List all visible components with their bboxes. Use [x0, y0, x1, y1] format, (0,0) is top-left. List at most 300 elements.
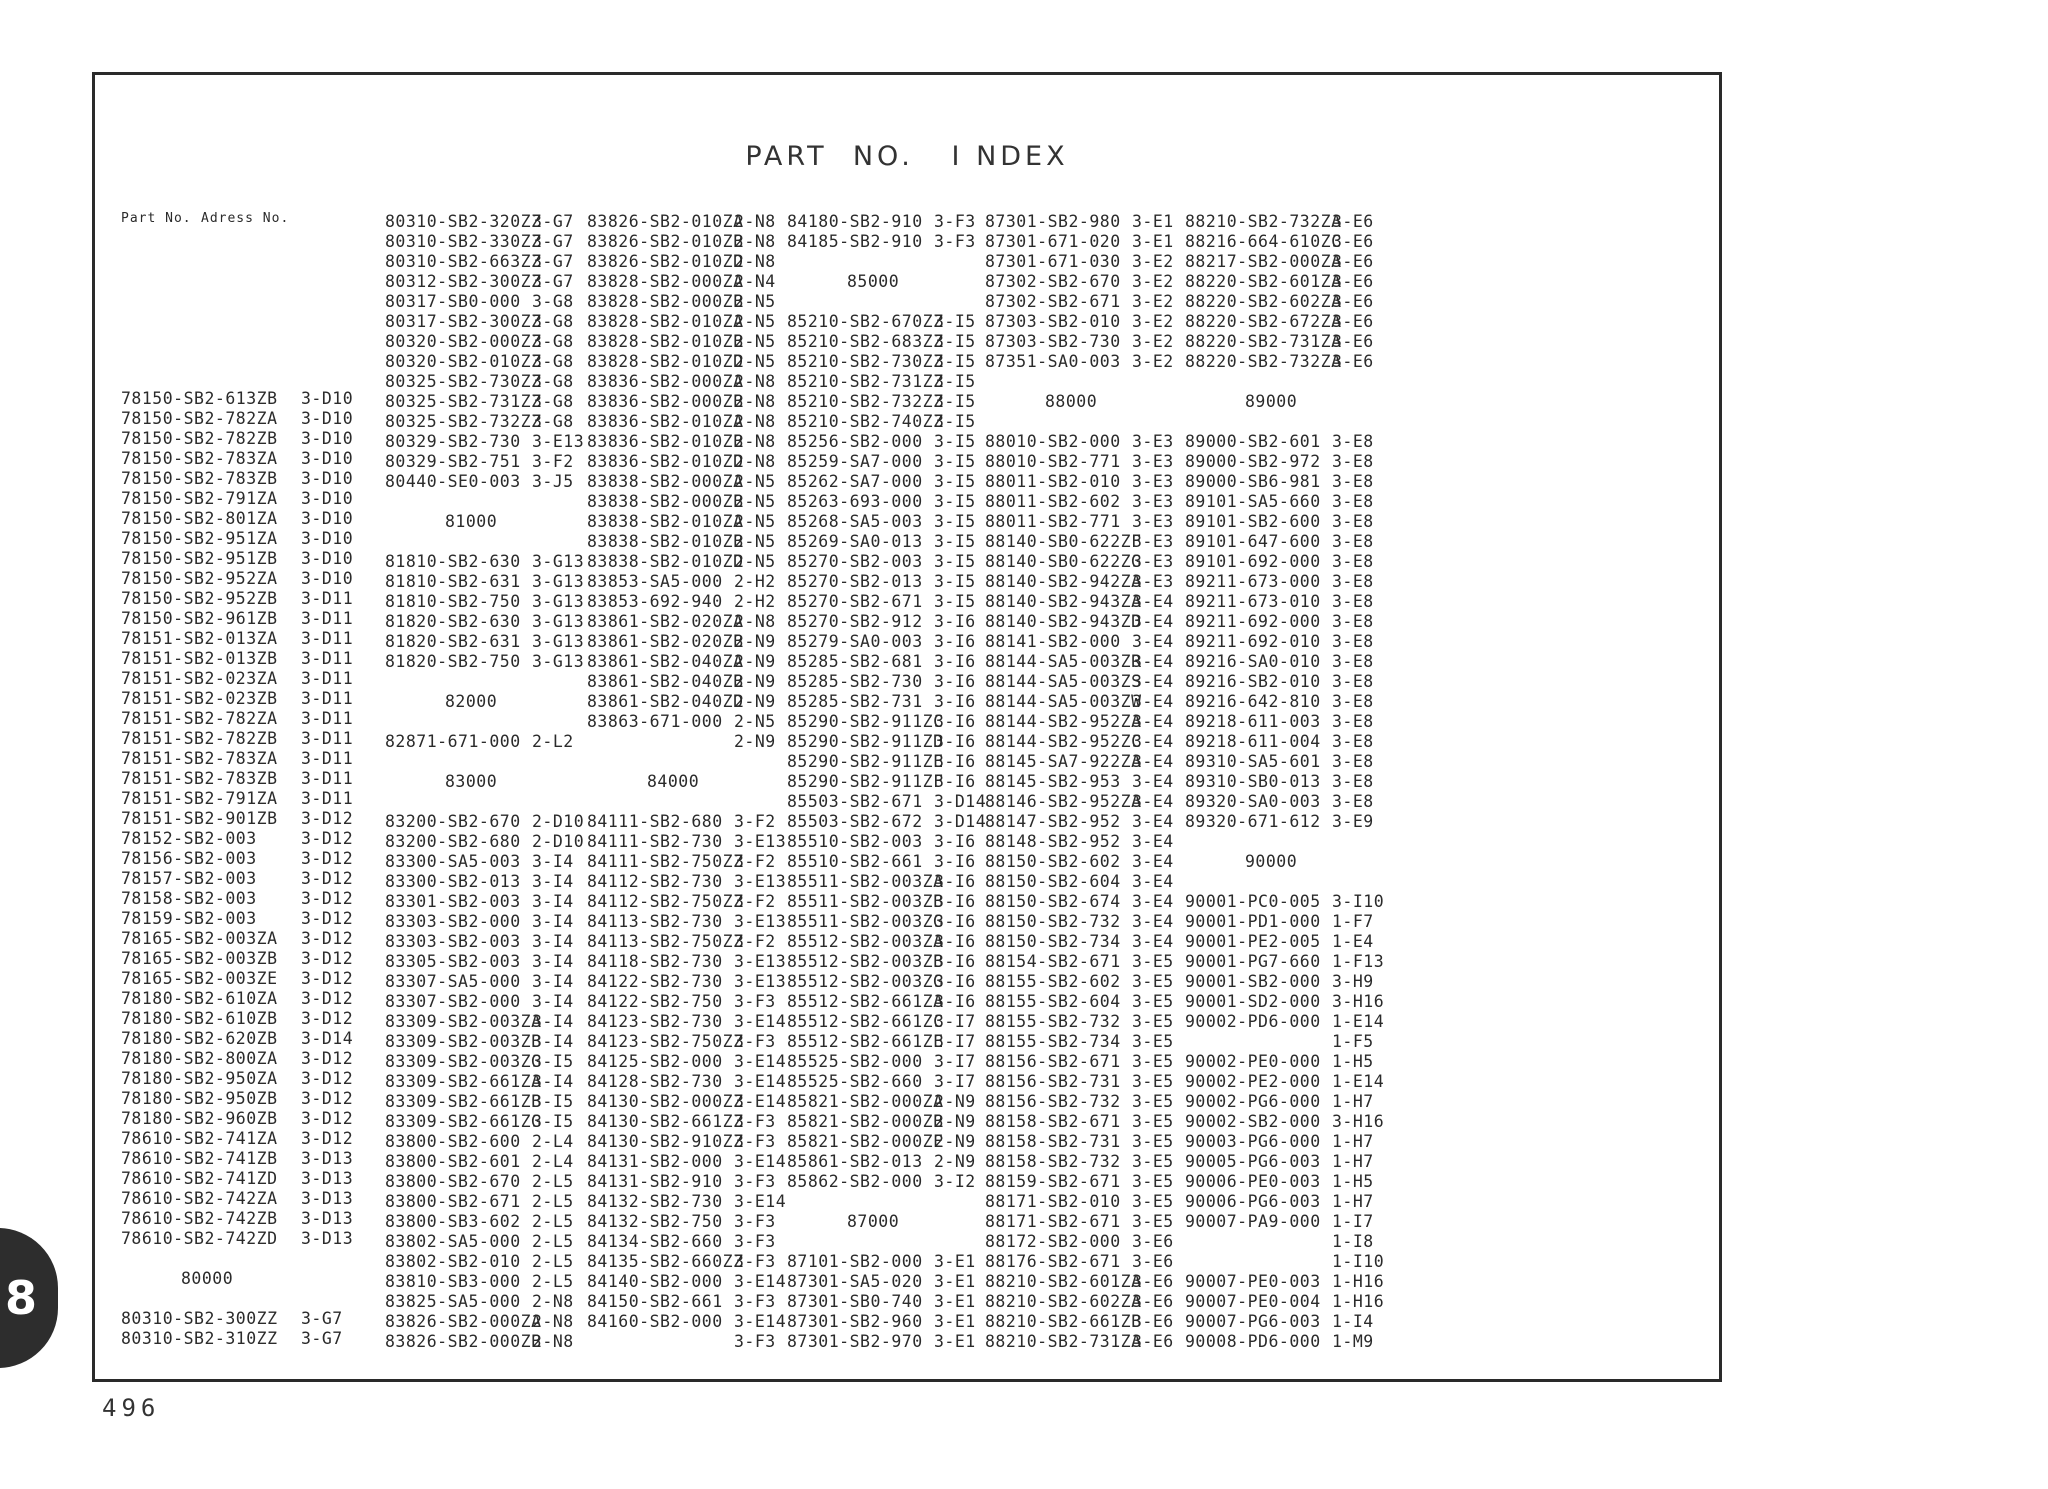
- part-number: 78610-SB2-742ZA: [121, 1189, 278, 1208]
- part-number: 84131-SB2-910: [587, 1172, 723, 1191]
- part-number: 78150-SB2-952ZB: [121, 589, 278, 608]
- part-number: 83838-SB2-010ZB: [587, 532, 744, 551]
- part-number: 90000: [1245, 852, 1298, 871]
- part-number: 84123-SB2-750ZZ: [587, 1032, 744, 1051]
- part-number: 89310-SA5-601: [1185, 752, 1321, 771]
- address-number: 3-E8: [1332, 552, 1374, 571]
- address-number: 3-I4: [532, 932, 574, 951]
- address-number: 3-F3: [734, 1292, 776, 1311]
- address-number: 3-I5: [532, 1092, 574, 1111]
- address-number: 3-D13: [301, 1149, 354, 1168]
- address-number: 3-E8: [1332, 532, 1374, 551]
- address-number: 3-E14: [734, 1192, 787, 1211]
- address-number: 3-D11: [301, 629, 354, 648]
- address-number: 3-E14: [734, 1272, 787, 1291]
- part-number: 78150-SB2-951ZA: [121, 529, 278, 548]
- address-number: 3-E4: [1132, 712, 1174, 731]
- part-number: 84111-SB2-730: [587, 832, 723, 851]
- part-number: 88220-SB2-601ZA: [1185, 272, 1342, 291]
- part-number: 80317-SB0-000: [385, 292, 521, 311]
- address-number: 3-F3: [734, 1032, 776, 1051]
- address-number: 3-D13: [301, 1229, 354, 1248]
- part-number: 88155-SB2-732: [985, 1012, 1121, 1031]
- address-number: 3-G7: [301, 1329, 343, 1348]
- address-number: 3-I4: [532, 972, 574, 991]
- part-number: 88150-SB2-674: [985, 892, 1121, 911]
- part-number: 85263-693-000: [787, 492, 923, 511]
- part-number: 83838-SB2-010ZA: [587, 512, 744, 531]
- part-number: 84130-SB2-910ZZ: [587, 1132, 744, 1151]
- address-number: 3-E1: [934, 1252, 976, 1271]
- part-number: 88140-SB2-943ZD: [985, 612, 1142, 631]
- address-number: 3-D11: [301, 729, 354, 748]
- address-number: 3-D14: [934, 812, 987, 831]
- part-number: 80320-SB2-010ZZ: [385, 352, 542, 371]
- address-number: 3-D12: [301, 909, 354, 928]
- address-number: 3-E8: [1332, 752, 1374, 771]
- part-number: 80310-SB2-330ZZ: [385, 232, 542, 251]
- part-number: 89000-SB2-972: [1185, 452, 1321, 471]
- address-number: 3-I4: [532, 912, 574, 931]
- address-number: 2-L5: [532, 1172, 574, 1191]
- address-number: 2-N9: [734, 632, 776, 651]
- part-number: 85259-SA7-000: [787, 452, 923, 471]
- address-number: 3-I6: [934, 732, 976, 751]
- part-number: 88210-SB2-731ZA: [985, 1332, 1142, 1351]
- part-number: 84123-SB2-730: [587, 1012, 723, 1031]
- part-number: 78610-SB2-741ZA: [121, 1129, 278, 1148]
- part-number: 78158-SB2-003: [121, 889, 257, 908]
- address-number: 2-N5: [734, 532, 776, 551]
- section-tab-number: 8: [4, 1271, 37, 1325]
- part-number: 84132-SB2-730: [587, 1192, 723, 1211]
- address-number: 3-E6: [1132, 1312, 1174, 1331]
- address-number: 3-D11: [301, 589, 354, 608]
- part-number: 85210-SB2-740ZZ: [787, 412, 944, 431]
- address-number: 1-M9: [1332, 1332, 1374, 1351]
- address-number: 3-F3: [734, 1132, 776, 1151]
- part-number: 78180-SB2-620ZB: [121, 1029, 278, 1048]
- part-number: 88210-SB2-732ZA: [1185, 212, 1342, 231]
- part-number: 88000: [1045, 392, 1098, 411]
- part-number: 83836-SB2-000ZB: [587, 392, 744, 411]
- part-number: 85210-SB2-730ZZ: [787, 352, 944, 371]
- address-number: 3-E6: [1132, 1292, 1174, 1311]
- part-number: 85821-SB2-000ZB: [787, 1112, 944, 1131]
- address-number: 3-D10: [301, 489, 354, 508]
- address-number: 2-N5: [734, 312, 776, 331]
- part-number: 88171-SB2-671: [985, 1212, 1121, 1231]
- address-number: 3-E6: [1132, 1232, 1174, 1251]
- address-number: 3-E13: [734, 832, 787, 851]
- address-number: 3-D11: [301, 649, 354, 668]
- address-number: 3-D12: [301, 809, 354, 828]
- part-number: 85279-SA0-003: [787, 632, 923, 651]
- address-number: 3-I7: [934, 1052, 976, 1071]
- part-number: 85510-SB2-661: [787, 852, 923, 871]
- part-number: 83826-SB2-010ZD: [587, 252, 744, 271]
- address-number: 3-D11: [301, 669, 354, 688]
- part-number: 87302-SB2-670: [985, 272, 1121, 291]
- address-number: 3-E5: [1132, 1092, 1174, 1111]
- part-number: 90003-PG6-000: [1185, 1132, 1321, 1151]
- address-number: 3-E8: [1332, 692, 1374, 711]
- address-number: 1-H5: [1332, 1052, 1374, 1071]
- address-number: 2-N5: [734, 492, 776, 511]
- address-number: 2-N9: [934, 1112, 976, 1131]
- address-number: 2-N5: [734, 472, 776, 491]
- address-number: 3-D12: [301, 889, 354, 908]
- address-number: 3-E3: [1132, 572, 1174, 591]
- part-number: 78151-SB2-901ZB: [121, 809, 278, 828]
- address-number: 2-L5: [532, 1252, 574, 1271]
- part-number: 88147-SB2-952: [985, 812, 1121, 831]
- address-number: 3-I5: [934, 332, 976, 351]
- address-number: 3-E5: [1132, 1112, 1174, 1131]
- part-number: 80320-SB2-000ZZ: [385, 332, 542, 351]
- part-number: 84130-SB2-661ZZ: [587, 1112, 744, 1131]
- part-number: 88176-SB2-671: [985, 1252, 1121, 1271]
- address-number: 3-I6: [934, 872, 976, 891]
- address-number: 3-D10: [301, 569, 354, 588]
- address-number: 3-I5: [532, 1052, 574, 1071]
- address-number: 3-I4: [532, 992, 574, 1011]
- address-number: 3-E4: [1132, 892, 1174, 911]
- part-number: 89218-611-003: [1185, 712, 1321, 731]
- address-number: 3-D12: [301, 1089, 354, 1108]
- address-number: 3-I5: [934, 592, 976, 611]
- part-number: 78156-SB2-003: [121, 849, 257, 868]
- part-number: 83305-SB2-003: [385, 952, 521, 971]
- address-number: 3-E14: [734, 1092, 787, 1111]
- address-number: 3-D10: [301, 549, 354, 568]
- part-number: 89211-673-010: [1185, 592, 1321, 611]
- part-number: 90006-PE0-003: [1185, 1172, 1321, 1191]
- address-number: 3-D12: [301, 849, 354, 868]
- part-number: 85270-SB2-912: [787, 612, 923, 631]
- part-number: 87101-SB2-000: [787, 1252, 923, 1271]
- part-number: 84132-SB2-750: [587, 1212, 723, 1231]
- address-number: 3-I6: [934, 952, 976, 971]
- address-number: 2-N9: [934, 1132, 976, 1151]
- address-number: 3-E5: [1132, 1132, 1174, 1151]
- part-number: 88172-SB2-000: [985, 1232, 1121, 1251]
- address-number: 1-F7: [1332, 912, 1374, 931]
- address-number: 3-D11: [301, 709, 354, 728]
- part-number: 85290-SB2-911ZE: [787, 752, 944, 771]
- address-number: 2-N5: [734, 512, 776, 531]
- part-number: 83853-SA5-000: [587, 572, 723, 591]
- part-number: 85285-SB2-730: [787, 672, 923, 691]
- address-number: 3-E14: [734, 1012, 787, 1031]
- address-number: 3-E8: [1332, 672, 1374, 691]
- part-number: 88150-SB2-604: [985, 872, 1121, 891]
- address-number: 3-G13: [532, 552, 585, 571]
- address-number: 3-D11: [301, 769, 354, 788]
- address-number: 1-F5: [1332, 1032, 1374, 1051]
- part-number: 85512-SB2-661ZA: [787, 992, 944, 1011]
- address-number: 3-I5: [934, 572, 976, 591]
- part-number: 89101-SA5-660: [1185, 492, 1321, 511]
- part-number: 78150-SB2-951ZB: [121, 549, 278, 568]
- part-number: 83000: [445, 772, 498, 791]
- address-number: 3-D10: [301, 389, 354, 408]
- part-number: 80312-SB2-300ZZ: [385, 272, 542, 291]
- part-number: 78151-SB2-782ZA: [121, 709, 278, 728]
- part-number: 82000: [445, 692, 498, 711]
- part-number: 78610-SB2-741ZD: [121, 1169, 278, 1188]
- address-number: 3-D12: [301, 929, 354, 948]
- part-number: 84118-SB2-730: [587, 952, 723, 971]
- address-number: 3-E4: [1132, 852, 1174, 871]
- address-number: 3-E13: [734, 912, 787, 931]
- address-number: 3-E8: [1332, 792, 1374, 811]
- address-number: 3-E5: [1132, 972, 1174, 991]
- address-number: 3-G8: [532, 292, 574, 311]
- address-number: 3-D14: [301, 1029, 354, 1048]
- part-number: 88210-SB2-602ZA: [985, 1292, 1142, 1311]
- address-number: 3-E4: [1132, 592, 1174, 611]
- part-number: 78150-SB2-783ZA: [121, 449, 278, 468]
- part-number: 87301-671-030: [985, 252, 1121, 271]
- part-number: 78151-SB2-783ZA: [121, 749, 278, 768]
- part-number: 78150-SB2-783ZB: [121, 469, 278, 488]
- part-number: 85512-SB2-003ZB: [787, 952, 944, 971]
- address-number: 3-I6: [934, 612, 976, 631]
- address-number: 3-E5: [1132, 1192, 1174, 1211]
- part-number: 84134-SB2-660: [587, 1232, 723, 1251]
- address-number: 2-N9: [734, 652, 776, 671]
- part-number: 78180-SB2-800ZA: [121, 1049, 278, 1068]
- part-number: 88145-SA7-922ZA: [985, 752, 1142, 771]
- part-number: 88210-SB2-661ZB: [985, 1312, 1142, 1331]
- address-number: 3-I5: [934, 512, 976, 531]
- address-number: 2-N9: [734, 732, 776, 751]
- address-number: 3-I4: [532, 872, 574, 891]
- part-number: 78180-SB2-960ZB: [121, 1109, 278, 1128]
- address-number: 3-E1: [1132, 232, 1174, 251]
- part-number: 83802-SA5-000: [385, 1232, 521, 1251]
- address-number: 3-I5: [934, 552, 976, 571]
- address-number: 2-N9: [734, 672, 776, 691]
- address-number: 3-G7: [532, 252, 574, 271]
- address-number: 1-E4: [1332, 932, 1374, 951]
- part-number: 85525-SB2-660: [787, 1072, 923, 1091]
- part-number: 88010-SB2-771: [985, 452, 1121, 471]
- part-number: 80329-SB2-751: [385, 452, 521, 471]
- part-number: 78610-SB2-741ZB: [121, 1149, 278, 1168]
- address-number: 3-E8: [1332, 512, 1374, 531]
- part-number: 85512-SB2-003ZG: [787, 972, 944, 991]
- address-number: 3-E5: [1132, 952, 1174, 971]
- address-number: 3-I4: [532, 852, 574, 871]
- address-number: 3-I4: [532, 1072, 574, 1091]
- address-number: 3-E6: [1332, 272, 1374, 291]
- address-number: 3-I6: [934, 632, 976, 651]
- part-number: 84125-SB2-000: [587, 1052, 723, 1071]
- part-number: 85512-SB2-661ZC: [787, 1012, 944, 1031]
- address-number: 3-E5: [1132, 1172, 1174, 1191]
- address-number: 3-G8: [532, 412, 574, 431]
- part-number: 88144-SB2-952ZC: [985, 732, 1142, 751]
- part-number: 83861-SB2-020ZA: [587, 612, 744, 631]
- address-number: 2-N8: [532, 1332, 574, 1351]
- address-number: 3-E6: [1332, 312, 1374, 331]
- part-number: 88158-SB2-671: [985, 1112, 1121, 1131]
- part-number: 85503-SB2-672: [787, 812, 923, 831]
- part-number: 78150-SB2-961ZB: [121, 609, 278, 628]
- part-number: 90002-PD6-000: [1185, 1012, 1321, 1031]
- part-number: 83800-SB2-670: [385, 1172, 521, 1191]
- part-number: 89216-SB2-010: [1185, 672, 1321, 691]
- address-number: 3-E4: [1132, 652, 1174, 671]
- address-number: 3-E4: [1132, 632, 1174, 651]
- part-number: 85503-SB2-671: [787, 792, 923, 811]
- address-number: 3-I7: [934, 1012, 976, 1031]
- part-number: 89216-SA0-010: [1185, 652, 1321, 671]
- part-number: 78165-SB2-003ZB: [121, 949, 278, 968]
- part-number: 88010-SB2-000: [985, 432, 1121, 451]
- part-number: 88140-SB0-622ZF: [985, 532, 1142, 551]
- address-number: 3-D14: [934, 792, 987, 811]
- part-number: 85821-SB2-000ZE: [787, 1132, 944, 1151]
- part-number: 83303-SB2-000: [385, 912, 521, 931]
- address-number: 3-E5: [1132, 1032, 1174, 1051]
- part-number: 83861-SB2-040ZB: [587, 672, 744, 691]
- part-number: 83861-SB2-040ZD: [587, 692, 744, 711]
- page-frame: [92, 72, 1722, 1382]
- part-number: 84160-SB2-000: [587, 1312, 723, 1331]
- address-number: 3-E4: [1132, 872, 1174, 891]
- part-number: 80000: [181, 1269, 234, 1288]
- part-number: 89310-SB0-013: [1185, 772, 1321, 791]
- address-number: 2-L5: [532, 1232, 574, 1251]
- address-number: 3-I6: [934, 652, 976, 671]
- part-number: 87303-SB2-010: [985, 312, 1121, 331]
- part-number: 88156-SB2-671: [985, 1052, 1121, 1071]
- part-number: 88216-664-610ZC: [1185, 232, 1342, 251]
- part-number: 81820-SB2-750: [385, 652, 521, 671]
- part-number: 81810-SB2-750: [385, 592, 521, 611]
- address-number: 2-N8: [734, 432, 776, 451]
- address-number: 3-F3: [734, 1232, 776, 1251]
- address-number: 3-D12: [301, 1069, 354, 1088]
- address-number: 3-E3: [1132, 472, 1174, 491]
- address-number: 3-E2: [1132, 272, 1174, 291]
- address-number: 1-I4: [1332, 1312, 1374, 1331]
- address-number: 3-E13: [734, 952, 787, 971]
- address-number: 1-I10: [1332, 1252, 1385, 1271]
- address-number: 3-E14: [734, 1052, 787, 1071]
- address-number: 3-E8: [1332, 712, 1374, 731]
- part-number: 88141-SB2-000: [985, 632, 1121, 651]
- part-number: 80310-SB2-300ZZ: [121, 1309, 278, 1328]
- part-number: 88220-SB2-602ZA: [1185, 292, 1342, 311]
- address-number: 3-E4: [1132, 932, 1174, 951]
- address-number: 3-I6: [934, 692, 976, 711]
- address-number: 3-I6: [934, 772, 976, 791]
- part-number: 88145-SB2-953: [985, 772, 1121, 791]
- address-number: 3-G8: [532, 312, 574, 331]
- part-number: 78151-SB2-013ZA: [121, 629, 278, 648]
- address-number: 3-G13: [532, 592, 585, 611]
- part-number: 83800-SB3-602: [385, 1212, 521, 1231]
- part-number: 90001-PG7-660: [1185, 952, 1321, 971]
- address-number: 3-G7: [532, 272, 574, 291]
- part-number: 85290-SB2-911ZC: [787, 712, 944, 731]
- part-number: 90001-SB2-000: [1185, 972, 1321, 991]
- part-number: 83836-SB2-010ZB: [587, 432, 744, 451]
- part-number: 88154-SB2-671: [985, 952, 1121, 971]
- part-number: 78151-SB2-023ZA: [121, 669, 278, 688]
- address-number: 3-D11: [301, 749, 354, 768]
- address-number: 1-H5: [1332, 1172, 1374, 1191]
- address-number: 1-F13: [1332, 952, 1385, 971]
- address-number: 3-F3: [734, 992, 776, 1011]
- address-number: 3-F2: [734, 932, 776, 951]
- part-number: 84122-SB2-750: [587, 992, 723, 1011]
- part-number: 88144-SB2-952ZA: [985, 712, 1142, 731]
- part-number: 90007-PE0-003: [1185, 1272, 1321, 1291]
- section-tab: [0, 1228, 58, 1368]
- address-number: 3-F3: [734, 1212, 776, 1231]
- address-number: 2-N8: [532, 1312, 574, 1331]
- part-number: 88140-SB2-943ZA: [985, 592, 1142, 611]
- address-number: 3-E8: [1332, 572, 1374, 591]
- part-number: 81810-SB2-630: [385, 552, 521, 571]
- address-number: 2-N8: [734, 232, 776, 251]
- part-number: 78180-SB2-950ZB: [121, 1089, 278, 1108]
- address-number: 3-E4: [1132, 832, 1174, 851]
- part-number: 88220-SB2-672ZA: [1185, 312, 1342, 331]
- address-number: 3-I4: [532, 1032, 574, 1051]
- part-number: 84112-SB2-750ZZ: [587, 892, 744, 911]
- part-number: 83307-SB2-000: [385, 992, 521, 1011]
- part-number: 89218-611-004: [1185, 732, 1321, 751]
- address-number: 3-E3: [1132, 452, 1174, 471]
- address-number: 3-I4: [532, 892, 574, 911]
- address-number: 3-E6: [1332, 292, 1374, 311]
- address-number: 2-N4: [734, 272, 776, 291]
- part-number: 83826-SB2-010ZA: [587, 212, 744, 231]
- address-number: 3-E8: [1332, 592, 1374, 611]
- part-number: 83836-SB2-000ZA: [587, 372, 744, 391]
- part-number: 85210-SB2-732ZZ: [787, 392, 944, 411]
- part-number: 83861-SB2-040ZA: [587, 652, 744, 671]
- part-number: 83309-SB2-003ZG: [385, 1052, 542, 1071]
- address-number: 3-E2: [1132, 252, 1174, 271]
- address-number: 3-E6: [1332, 352, 1374, 371]
- part-number: 88144-SA5-003ZW: [985, 692, 1142, 711]
- part-number: 85511-SB2-003ZA: [787, 872, 944, 891]
- part-number: 83300-SA5-003: [385, 852, 521, 871]
- address-number: 3-E13: [734, 872, 787, 891]
- address-number: 3-D12: [301, 829, 354, 848]
- part-number: 84130-SB2-000ZZ: [587, 1092, 744, 1111]
- part-number: 90007-PA9-000: [1185, 1212, 1321, 1231]
- part-number: 87302-SB2-671: [985, 292, 1121, 311]
- part-number: 90001-PE2-005: [1185, 932, 1321, 951]
- part-number: 87351-SA0-003: [985, 352, 1121, 371]
- part-number: 85270-SB2-013: [787, 572, 923, 591]
- address-number: 2-N8: [734, 612, 776, 631]
- part-number: 89211-692-000: [1185, 612, 1321, 631]
- part-number: 83309-SB2-661ZG: [385, 1112, 542, 1131]
- part-number: 83838-SB2-000ZB: [587, 492, 744, 511]
- address-number: 3-I6: [934, 852, 976, 871]
- part-number: 78165-SB2-003ZE: [121, 969, 278, 988]
- part-number: 83800-SB2-671: [385, 1192, 521, 1211]
